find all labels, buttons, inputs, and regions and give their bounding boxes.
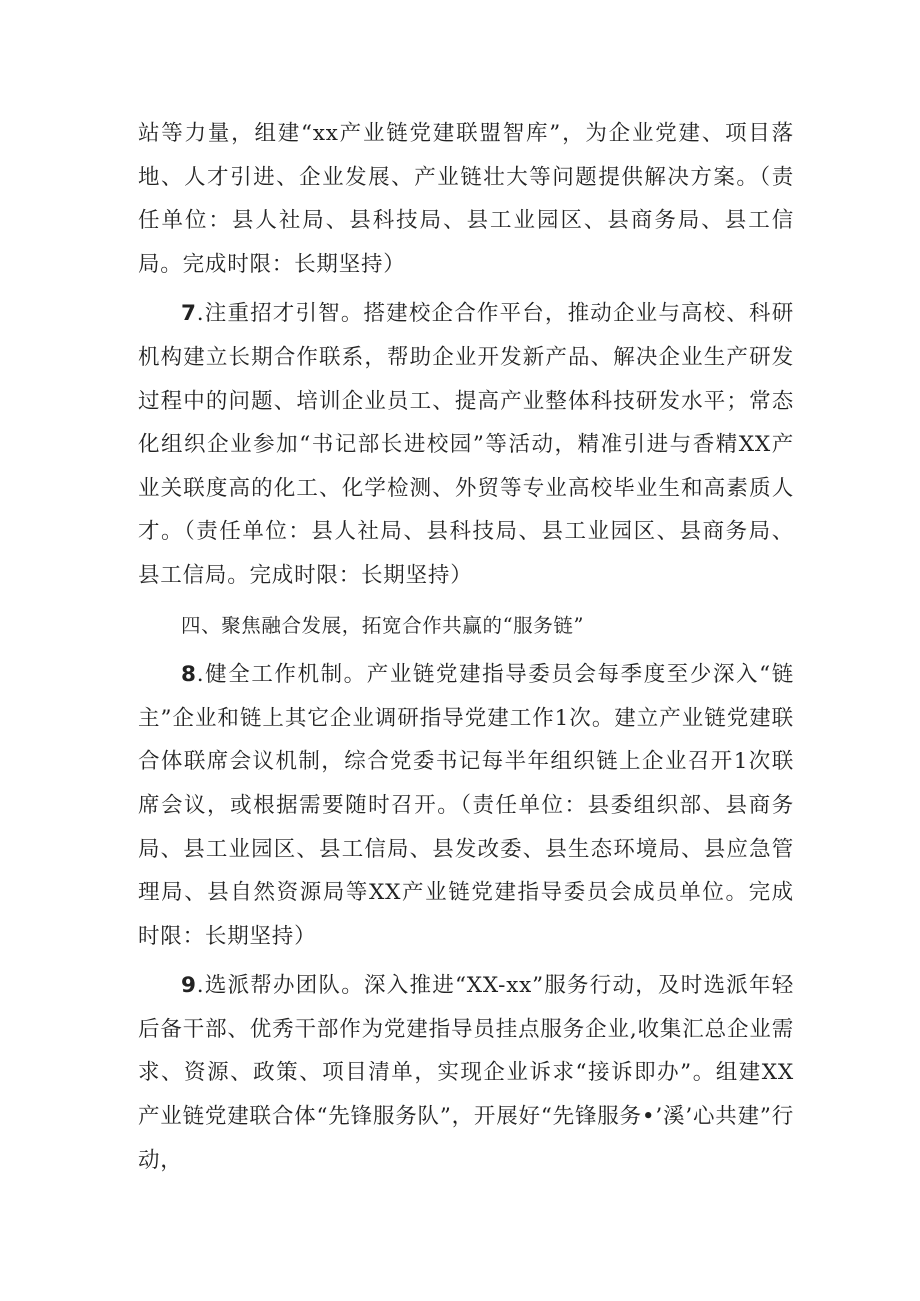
paragraph-text: .注重招才引智。搭建校企合作平台，推动企业与高校、科研机构建立长期合作联系，帮助企业开发新产品、解决企业生产研发过程中的问题、培训企业员工、提高产业整体科技研发水平；常态化组织企业参加“书记部长进校园”等活动，精准引进与香精XX产业关联度高的化工、化学检测、外贸等专业高校毕业生和高素质人才。（责任单位：县人社局、县科技局、县工业园区、县商务局、县工信局。完成时限：长期坚持） — [138, 301, 794, 588]
item-number: 7 — [181, 301, 197, 327]
item-number: 9 — [181, 973, 197, 999]
paragraph-text: .选派帮办团队。深入推进“XX-xx”服务行动，及时选派年轻后备干部、优秀干部作为党建指导员挂点服务企业,收集汇总企业需求、资源、政策、项目清单，实现企业诉求“接诉即办”。组建XX产业链党建联合体“先锋服务队”，开展好“先锋服务•’溪’心共建”行动， — [138, 973, 794, 1173]
section-heading: 四、聚焦融合发展，拓宽合作共赢的“服务链” — [181, 613, 585, 637]
paragraph-item-8 — [138, 653, 794, 958]
item-number: 8 — [181, 662, 197, 688]
paragraph-item-7 — [138, 292, 794, 597]
paragraph-continuation: 站等力量，组建“xx产业链党建联盟智库”，为企业党建、项目落地、人才引进、企业发展、产业链壮大等问题提供解决方案。（责任单位：县人社局、县科技局、县工业园区、县商务局、县工信局。完成时限：长期坚持） — [138, 121, 794, 277]
paragraph-item-9 — [138, 964, 794, 1182]
paragraph-text: .健全工作机制。产业链党建指导委员会每季度至少深入“链主”企业和链上其它企业调研指导党建工作1次。建立产业链党建联合体联席会议机制，综合党委书记每半年组织链上企业召开1次联席会议，或根据需要随时召开。（责任单位：县委组织部、县商务局、县工业园区、县工信局、县发改委、县生态环境局、县应急管理局、县自然资源局等XX产业链党建指导委员会成员单位。完成时限：长期坚持） — [138, 662, 794, 949]
